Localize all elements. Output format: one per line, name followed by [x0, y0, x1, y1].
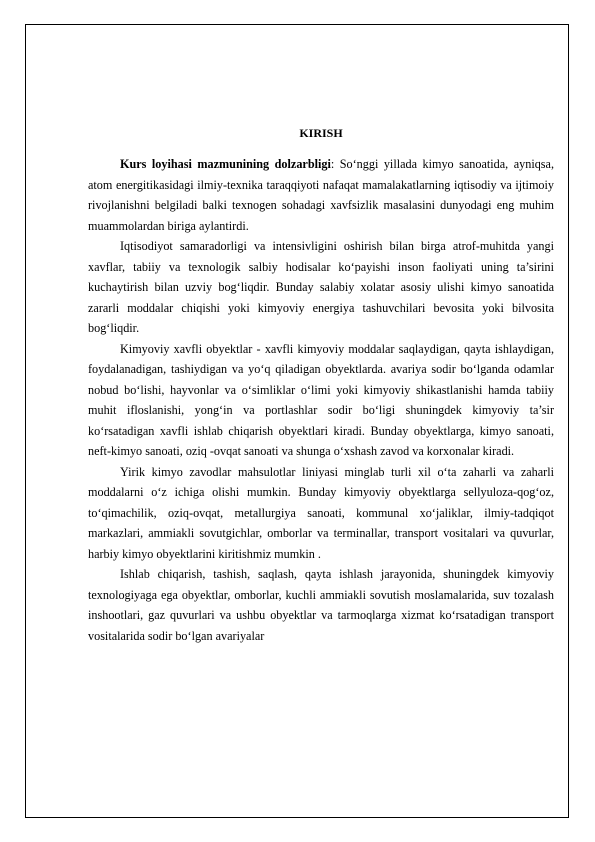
document-body: [88, 123, 554, 646]
paragraph-text: Kimyoviy xavfli obyektlar - xavfli kimyoviy moddalar saqlaydigan, qayta ishlaydigan, foydalanadigan, tashiydigan va yo‘q qiladigan obyektlarda. avariya sodir bo‘lganda odamlar nobud bo‘lishi, hayvonlar va o‘simliklar o‘limi yoki kimyoviy shikastlanishi hamda tabiiy muhit ifloslanishi, yong‘in va portlashlar sodir bo‘ligi shuningdek kimyoviy ta’sir ko‘rsatadigan xavfli ishlab chiqarish obyektlari kiradi. Bunday obyektlarga, kimyo sanoati, neft-kimyo sanoati, oziq -ovqat sanoati va shunga o‘xshash zavod va korxonalar kiradi.: [88, 341, 554, 458]
paragraph-lead-bold: Kurs loyihasi mazmunining dolzarbligi: [120, 157, 331, 171]
paragraph-text: Iqtisodiyot samaradorligi va intensivligini oshirish bilan birga atrof-muhitda yangi xavflar, tabiiy va texnologik salbiy hodisalar ko‘payishi inson faoliyati uning ta’sirini kuchaytirish bilan uzviy bog‘liqdir. Bunday salabiy xolatar asosiy ulishi kimyo sanoatida zararli moddalar chiqishi yoki kimyoviy energiya tashuvchilari bevosita yoki bilvosita bog‘liqdir.: [88, 239, 554, 335]
paragraph-chemical-plants: [88, 462, 554, 565]
paragraph-text: Ishlab chiqarish, tashish, saqlash, qayta ishlash jarayonida, shuningdek kimyoviy texnologiyaga ega obyektlar, omborlar, kuchli ammiakli sovutish moslamalarida, suv tozalash inshootlari, gaz quvurlari va ushbu obyektlar va tarmoqlarga xizmat ko‘rsatadigan transport vositalarida sodir bo‘lgan avariyalar: [88, 567, 554, 643]
paragraph-relevance: [88, 154, 554, 236]
section-heading: KIRISH: [299, 126, 343, 140]
paragraph-text: : So‘nggi yillada kimyo sanoatida, ayniqsa, atom energitikasidagi ilmiy-texnika taraqqiyoti nafaqat mamalakatlarning iqtisodiy va ijtimoiy rivojlanishni belgiladi balki texnogen sohadagi xavfsizlik masalasini dunyodagi eng muhim muammolardan biriga aylantirdi.: [88, 157, 554, 233]
paragraph-hazardous-objects: [88, 339, 554, 462]
paragraph-text: Yirik kimyo zavodlar mahsulotlar liniyasi minglab turli xil o‘ta zaharli va zaharli moddalarni o‘z ichiga olishi mumkin. Bunday kimyoviy obyektlarga sellyuloza-qog‘oz, to‘qimachilik, oziq-ovqat, metallurgiya sanoati, kommunal xo‘jaliklar, ilmiy-tadqiqot markazlari, ammiakli sovutgichlar, omborlar va terminallar, transport vositalari va quvurlar, harbiy kimyo obyektlarini kiritishmiz mumkin .: [88, 464, 554, 561]
paragraph-production: [88, 564, 554, 646]
paragraph-economy: [88, 236, 554, 339]
